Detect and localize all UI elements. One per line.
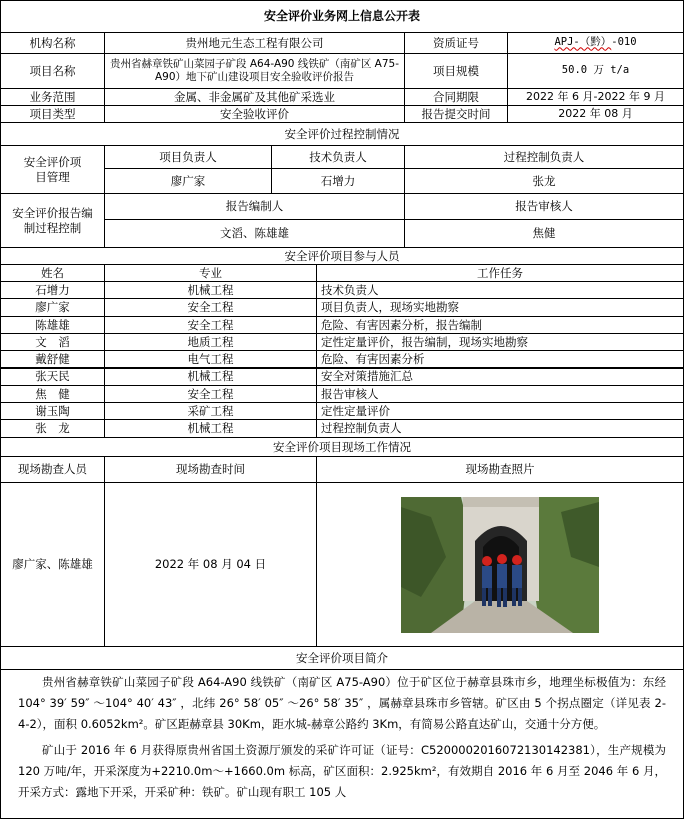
- submit-value: 2022 年 08 月: [507, 105, 684, 123]
- writer-label: 报告编制人: [104, 193, 405, 220]
- staff-task: 安全对策措施汇总: [316, 368, 684, 386]
- scale-value: 50.0 万 t/a: [507, 53, 684, 89]
- site-person-value: 廖广家、陈雄雄: [0, 482, 105, 647]
- staff-major: 采矿工程: [104, 402, 317, 420]
- type-label: 项目类型: [0, 105, 105, 123]
- staff-task: 危险、有害因素分析，报告编制: [316, 316, 684, 334]
- site-time-value: 2022 年 08 月 04 日: [104, 482, 317, 647]
- staff-name: 张 龙: [0, 419, 105, 437]
- submit-label: 报告提交时间: [404, 105, 508, 123]
- project-management-label: 安全评价项目管理: [0, 145, 105, 194]
- staff-task: 技术负责人: [316, 281, 684, 299]
- org-value: 贵州地元生态工程有限公司: [104, 32, 405, 54]
- scope-value: 金属、非金属矿及其他矿采选业: [104, 88, 405, 106]
- staff-major: 电气工程: [104, 350, 317, 368]
- staff-task: 项目负责人，现场实地勘察: [316, 298, 684, 316]
- site-col-time: 现场勘查时间: [104, 456, 317, 483]
- reviewer-label: 报告审核人: [404, 193, 684, 220]
- writer-value: 文滔、陈雄雄: [104, 219, 405, 248]
- staff-name: 石增力: [0, 281, 105, 299]
- process-header: 安全评价过程控制情况: [0, 122, 684, 146]
- staff-name: 焦 健: [0, 385, 105, 403]
- project-label: 项目名称: [0, 53, 105, 89]
- cert-suffix: -010: [611, 36, 637, 49]
- staff-major: 机械工程: [104, 368, 317, 386]
- tech-lead-label: 技术负责人: [271, 145, 405, 169]
- intro-paragraph-2: 矿山于 2016 年 6 月获得原贵州省国土资源厅颁发的采矿许可证（证号：C5200002016072130142381），生产规模为 120 万吨/年，开采深度为+2210.0m～+1660.0m 标高，矿区面积：2.925km²，有效期自 2016 年 6 月至 2046 年 6 月，开采方式：露地下开采，开采矿种：铁矿。矿山现有职工 105 人: [18, 743, 666, 799]
- site-photo: [401, 497, 599, 633]
- scale-label: 项目规模: [404, 53, 508, 89]
- staff-major: 机械工程: [104, 281, 317, 299]
- staff-col-task: 工作任务: [316, 264, 684, 282]
- leader-label: 项目负责人: [104, 145, 272, 169]
- site-photo-cell: [316, 482, 684, 647]
- project-value: 贵州省赫章铁矿山菜园子矿段 A64-A90 线铁矿（南矿区 A75-A90）地下矿山建设项目安全验收评价报告: [104, 53, 405, 89]
- site-col-person: 现场勘查人员: [0, 456, 105, 483]
- staff-major: 安全工程: [104, 385, 317, 403]
- staff-major: 机械工程: [104, 419, 317, 437]
- staff-name: 谢玉陶: [0, 402, 105, 420]
- site-col-photo: 现场勘查照片: [316, 456, 684, 483]
- intro-header: 安全评价项目简介: [0, 646, 684, 670]
- staff-name: 文 滔: [0, 333, 105, 351]
- staff-col-major: 专业: [104, 264, 317, 282]
- org-label: 机构名称: [0, 32, 105, 54]
- staff-task: 过程控制负责人: [316, 419, 684, 437]
- cert-value: [507, 32, 684, 54]
- staff-major: 安全工程: [104, 316, 317, 334]
- staff-name: 戴舒健: [0, 350, 105, 368]
- cert-prefix: APJ-（黔）: [554, 36, 612, 49]
- process-control-label: 过程控制负责人: [404, 145, 684, 169]
- tech-lead-value: 石增力: [271, 168, 405, 194]
- cert-label: 资质证号: [404, 32, 508, 54]
- type-value: 安全验收评价: [104, 105, 405, 123]
- staff-major: 安全工程: [104, 298, 317, 316]
- staff-major: 地质工程: [104, 333, 317, 351]
- staff-task: 定性定量评价，报告编制，现场实地勘察: [316, 333, 684, 351]
- staff-header: 安全评价项目参与人员: [0, 247, 684, 265]
- staff-task: 危险、有害因素分析: [316, 350, 684, 368]
- staff-task: 报告审核人: [316, 385, 684, 403]
- staff-task: 定性定量评价: [316, 402, 684, 420]
- staff-name: 张天民: [0, 368, 105, 386]
- report-control-label: 安全评价报告编制过程控制: [0, 193, 105, 248]
- contract-label: 合同期限: [404, 88, 508, 106]
- staff-name: 陈雄雄: [0, 316, 105, 334]
- scope-label: 业务范围: [0, 88, 105, 106]
- reviewer-value: 焦健: [404, 219, 684, 248]
- contract-value: 2022 年 6 月-2022 年 9 月: [507, 88, 684, 106]
- site-header: 安全评价项目现场工作情况: [0, 437, 684, 457]
- intro-paragraph-1: 贵州省赫章铁矿山菜园子矿段 A64-A90 线铁矿（南矿区 A75-A90）位于矿区位于赫章县珠市乡，地理坐标极值为：东经 104° 39′ 59″ ～104° 40′ 43″ ，北纬 26° 58′ 05″ ～26° 58′ 35″ ，属赫章县珠市乡管辖。矿区由 5 个拐点圈定（详见表 2-4-2），面积 0.6052km²。矿区距赫章县 30Km，距水城-赫章公路约 3Km，有简易公路直达矿山，交通十分方便。: [18, 675, 666, 731]
- staff-col-name: 姓名: [0, 264, 105, 282]
- process-control-value: 张龙: [404, 168, 684, 194]
- leader-value: 廖广家: [104, 168, 272, 194]
- staff-name: 廖广家: [0, 298, 105, 316]
- document-title: 安全评价业务网上信息公开表: [0, 0, 684, 33]
